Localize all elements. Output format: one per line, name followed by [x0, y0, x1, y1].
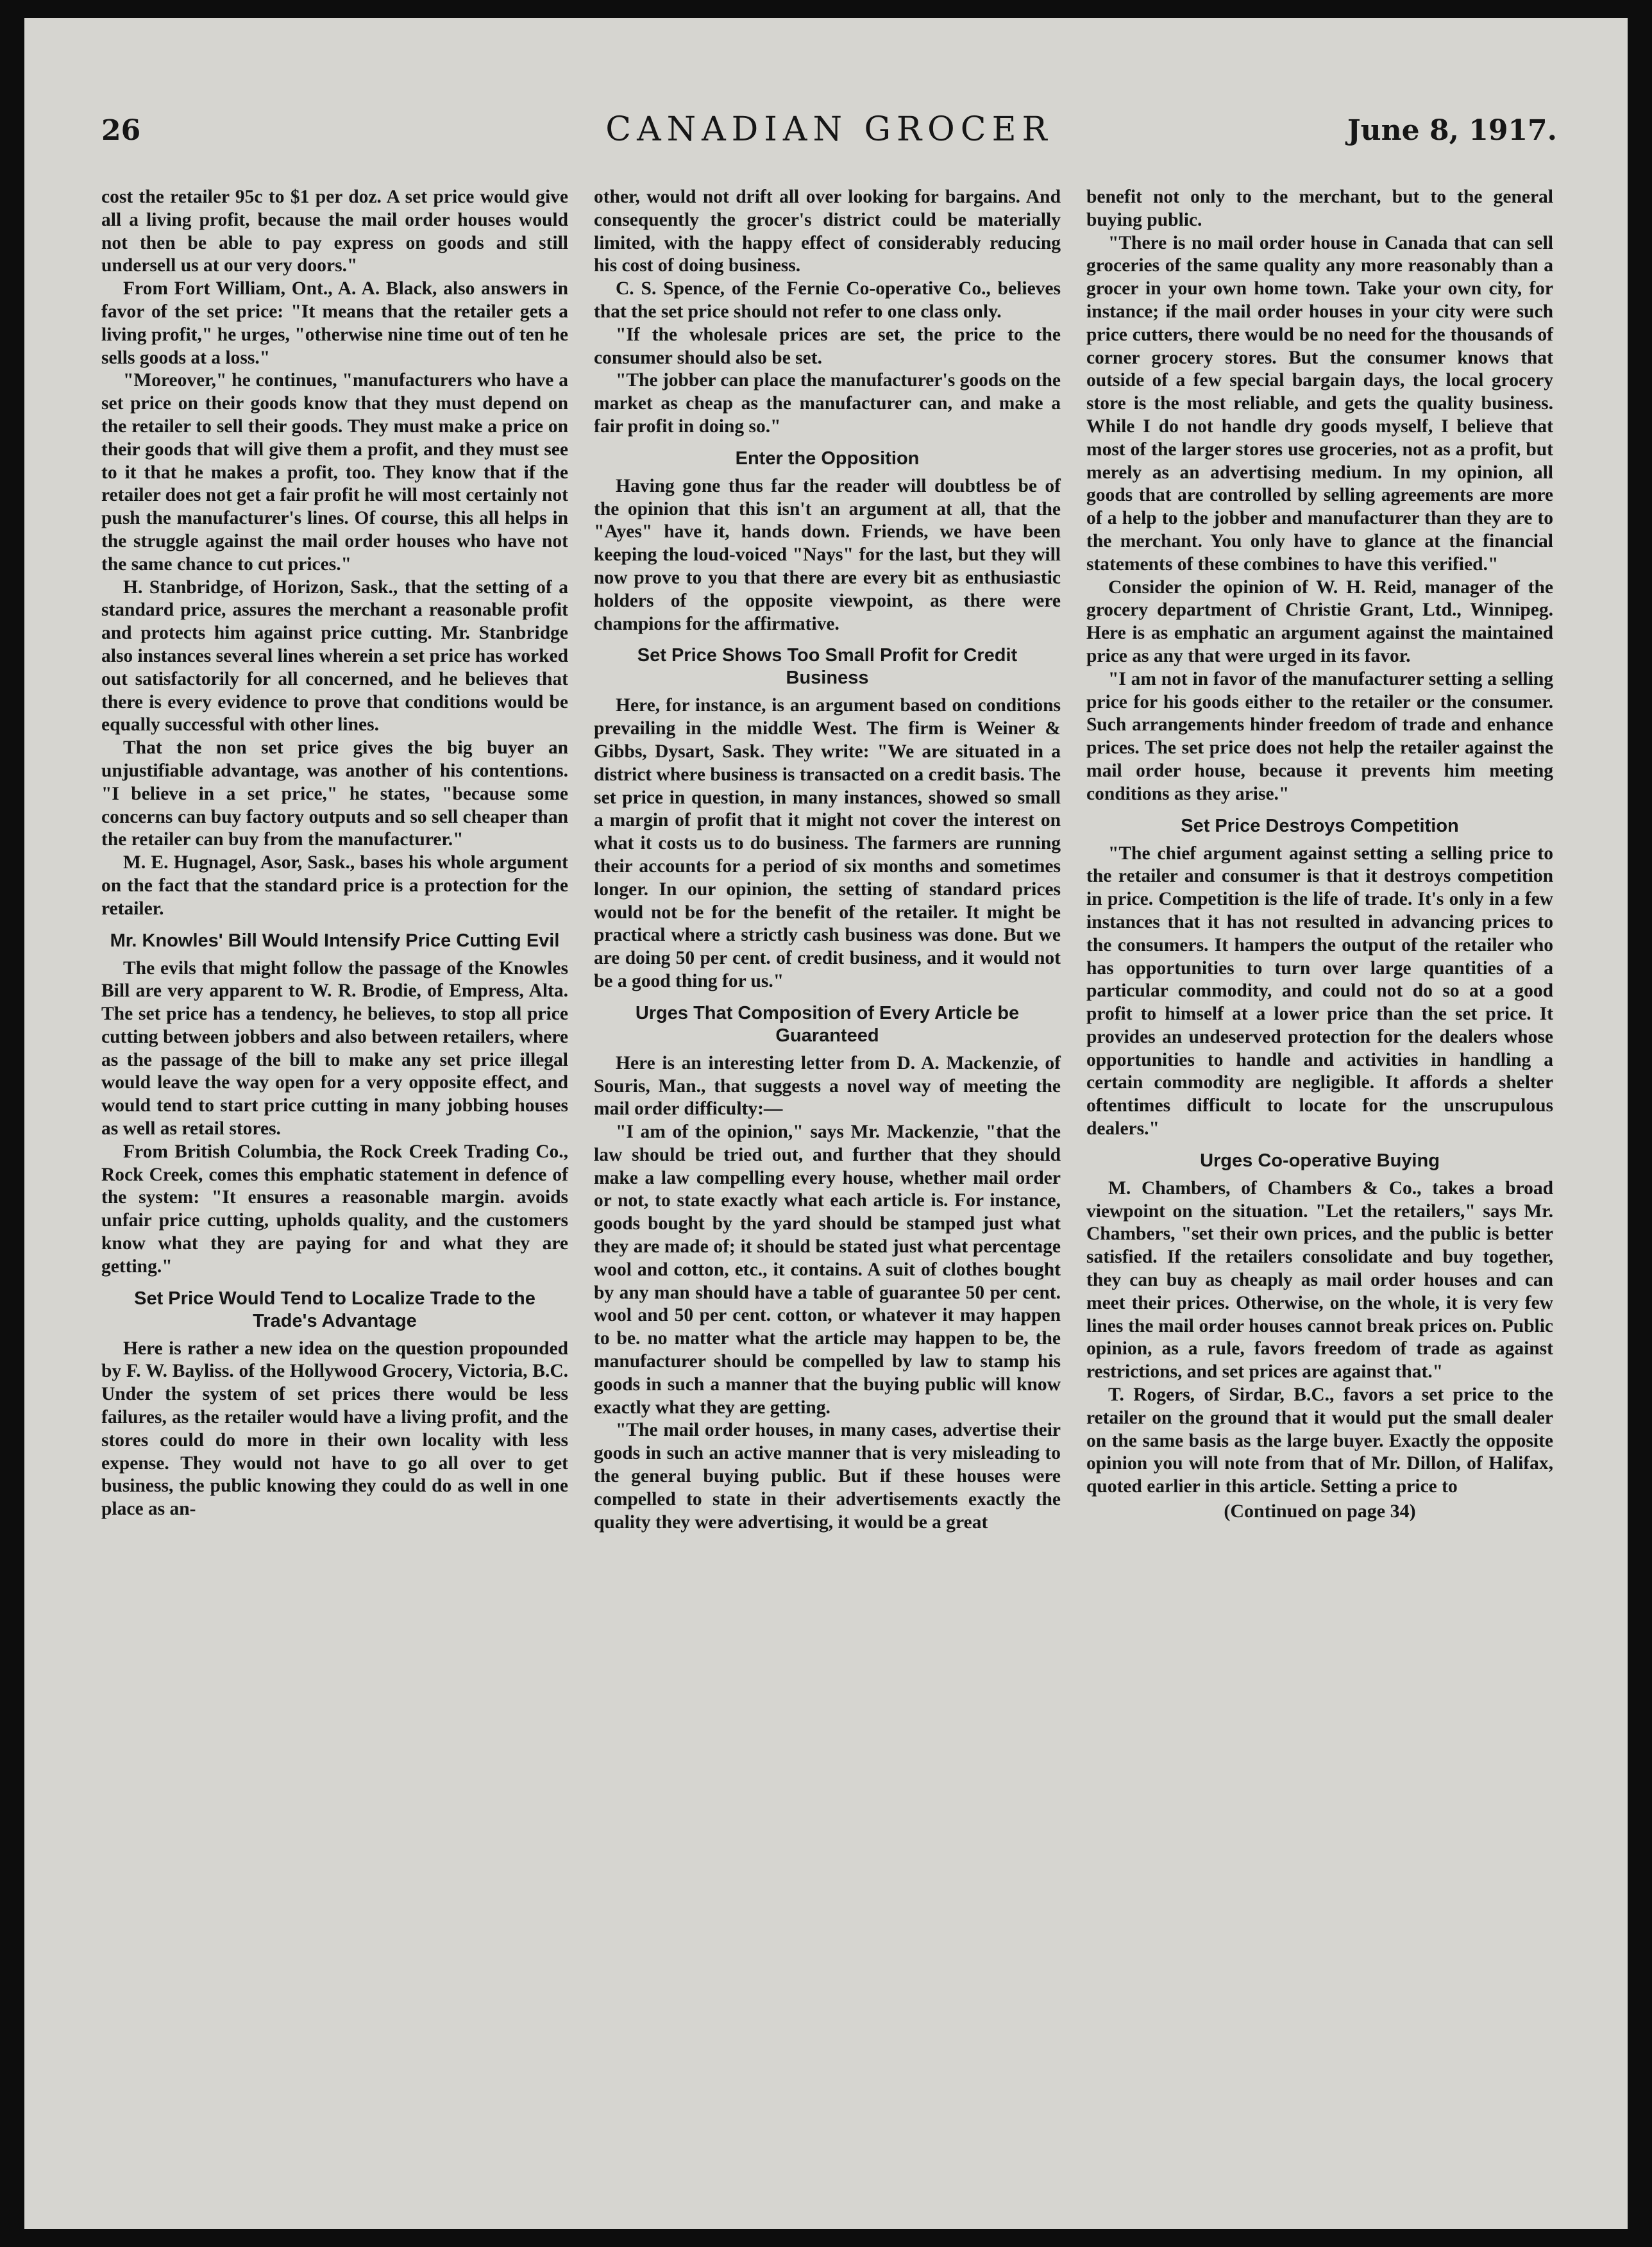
- section-heading: Mr. Knowles' Bill Would Intensify Price Cutting Evil: [110, 930, 560, 951]
- paragraph: "The jobber can place the manufacturer's goods on the market as cheap as the manufacturer can, and make a fair profit in doing so.": [594, 370, 1061, 437]
- paragraph: other, would not drift all over looking for bargains. And consequently the grocer's district could be materially limited, with the happy effect of considerably reducing his cost of doing business.: [594, 187, 1061, 276]
- paragraph: "The mail order houses, in many cases, advertise their goods in such an active manner that is very misleading to the general buying public. But if these houses were compelled to state in their advertisements exactly the quality they were advertising, it would be a great: [594, 1420, 1061, 1533]
- paragraph: The evils that might follow the passage of the Knowles Bill are very apparent to W. R. Brodie, of Empress, Alta. The set price has a tendency, he believes, to stop all price cutting between jobbers and also between retailers, where as the passage of the bill to make any set price illegal would leave the way open for a very opposite effect, and would tend to start price cutting in many jobbing houses as well as retail stores.: [101, 957, 568, 1140]
- issue-date: June 8, 1917.: [1347, 114, 1557, 147]
- section-heading: Set Price Destroys Competition: [1181, 815, 1459, 836]
- paragraph: Consider the opinion of W. H. Reid, manager of the grocery department of Christie Grant, Ltd., Winnipeg. Here is as emphatic an argument against the maintained price as any that were urged in its favor.: [1086, 576, 1553, 666]
- column-2: [594, 186, 1061, 1534]
- paragraph: M. Chambers, of Chambers & Co., takes a broad viewpoint on the situation. "Let the retailers," says Mr. Chambers, "set their own prices, and the public is better satisfied. If the retailers consolidate and buy together, they can buy as cheaply as mail order houses and can meet their prices. Otherwise, on the whole, it is very few lines the mail order houses cannot break prices on. Public opinion, as a rule, favors freedom of trade as against restrictions, and set prices are against that.": [1086, 1177, 1553, 1383]
- paragraph: That the non set price gives the big buyer an unjustifiable advantage, was another of his contentions. "I believe in a set price," he states, "because some concerns can buy factory outputs and so sell cheaper than the retailer can buy from the manufacturer.": [101, 737, 568, 850]
- paragraph: "There is no mail order house in Canada that can sell groceries of the same quality any more reasonably than a grocer in your own home town. Take your own city, for instance; if the mail order houses in your city were such price cutters, there would be no need for the thousands of corner grocery stores. But the consumer knows that outside of a few special bargain days, the local grocery store is the most reliable, and gets the quality business. While I do not handle dry goods myself, I believe that most of the larger stores use groceries, not as a profit, but merely as an advertising medium. In my opinion, all goods that are controlled by selling agreements are more of a help to the jobber and manufacturer than they are to the merchant. You only have to glance at the financial statements of these combines to have this verified.": [1086, 232, 1553, 575]
- section-heading: Enter the Opposition: [735, 448, 920, 469]
- paragraph: "I am not in favor of the manufacturer setting a selling price for his goods either to the retailer or the consumer. Such arrangements hinder freedom of trade and enhance prices. The set price does not help the retailer against the mail order house, because it prevents him meeting conditions as they arise.": [1086, 668, 1553, 804]
- paragraph: cost the retailer 95c to $1 per doz. A set price would give all a living profit, because the mail order houses would not then be able to pay express on goods and still undersell us at our very doors.": [101, 187, 568, 276]
- section-heading: Urges Co-operative Buying: [1200, 1150, 1440, 1171]
- paragraph: M. E. Hugnagel, Asor, Sask., bases his whole argument on the fact that the standard price is a protection for the retailer.: [101, 852, 568, 919]
- paragraph: benefit not only to the merchant, but to the general buying public.: [1086, 187, 1553, 230]
- page-number: 26: [101, 114, 141, 147]
- publication-title: CANADIAN GROCER: [605, 110, 1053, 149]
- paragraph: "Moreover," he continues, "manufacturers who have a set price on their goods know that they must depend on the retailer to sell their goods. They must make a price on their goods that will give them a profit, and they must see to it that he makes a profit, too. They know that if the retailer does not get a fair profit he will most certainly not push the manufacturer's lines. Of course, this all helps in the struggle against the mail order houses who have not the same chance to cut prices.": [101, 370, 568, 575]
- paragraph: "If the wholesale prices are set, the price to the consumer should also be set.: [594, 324, 1061, 368]
- paragraph: Here is rather a new idea on the question propounded by F. W. Bayliss. of the Hollywood Grocery, Victoria, B.C. Under the system of set prices there would be less failures, as the retailer would have a living profit, and the stores could do more in their own locality with less expense. They would not have to go all over to get business, the public knowing they could do as well in one place as an-: [101, 1338, 568, 1520]
- section-heading: Urges That Composition of Every Article be Guaranteed: [635, 1002, 1020, 1046]
- paragraph: H. Stanbridge, of Horizon, Sask., that the setting of a standard price, assures the merchant a reasonable profit and protects him against price cutting. Mr. Stanbridge also instances several lines wherein a set price has worked out satisfactorily for all concerned, and he believes that there is every evidence to prove that conditions would be equally successful with other lines.: [101, 576, 568, 736]
- continued-notice[interactable]: (Continued on page 34): [1224, 1501, 1416, 1522]
- paragraph: From British Columbia, the Rock Creek Trading Co., Rock Creek, comes this emphatic statement in defence of the system: "It ensures a reasonable margin. avoids unfair price cutting, upholds quality, and the customers know what they are paying for and what they are getting.": [101, 1141, 568, 1277]
- paragraph: From Fort William, Ont., A. A. Black, also answers in favor of the set price: "It means that the retailer gets a living profit," he urges, "otherwise nine time out of ten he sells goods at a loss.": [101, 278, 568, 368]
- column-1: [101, 186, 568, 1521]
- section-heading: Set Price Would Tend to Localize Trade to the Trade's Advantage: [134, 1288, 535, 1331]
- paragraph: "The chief argument against setting a selling price to the retailer and consumer is that it destroys competition in price. Competition is the life of trade. It's only in a few instances that it has not resulted in advancing prices to the consumers. It hampers the output of the retailer who has opportunities to turn over large quantities of a particular commodity, and could not do so at a good profit to himself at a lower price than the set price. It provides an undeserved protection for the dealers whose opportunities to handle and activities in handling a certain commodity are negligible. It affords a shelter oftentimes difficult to locate for the unscrupulous dealers.": [1086, 843, 1553, 1140]
- column-3: [1086, 186, 1553, 1523]
- section-heading: Set Price Shows Too Small Profit for Credit Business: [637, 645, 1018, 689]
- magazine-page: [24, 18, 1628, 2229]
- paragraph: Having gone thus far the reader will doubtless be of the opinion that this isn't an argument at all, that the "Ayes" have it, hands down. Friends, we have been keeping the loud-voiced "Nays" for the last, but they will now prove to you that there are every bit as enthusiastic holders of the opposite viewpoint, as there were champions for the affirmative.: [594, 475, 1061, 634]
- paragraph: Here is an interesting letter from D. A. Mackenzie, of Souris, Man., that suggests a novel way of meeting the mail order difficulty:—: [594, 1052, 1061, 1120]
- paragraph: "I am of the opinion," says Mr. Mackenzie, "that the law should be tried out, and further that they should make a law compelling every house, whether mail order or not, to state exactly what each article is. For instance, goods bought by the yard should be stamped just what they are made of; it should be stated just what percentage wool and cotton, etc., it contains. A suit of clothes bought by any man should have a table of guarantee 50 per cent. wool and 50 per cent. cotton, or whatever it may happen to be. no matter what the article may happen to be, the manufacturer should be compelled by law to stamp his goods in such a manner that the buying public will know exactly what they are getting.: [594, 1122, 1061, 1418]
- paragraph: C. S. Spence, of the Fernie Co-operative Co., believes that the set price should not refer to one class only.: [594, 278, 1061, 322]
- paragraph: T. Rogers, of Sirdar, B.C., favors a set price to the retailer on the ground that it would put the small dealer on the same basis as the large buyer. Exactly the opposite opinion you will note from that of Mr. Dillon, of Halifax, quoted earlier in this article. Setting a price to: [1086, 1384, 1553, 1497]
- paragraph: Here, for instance, is an argument based on conditions prevailing in the middle West. The firm is Weiner & Gibbs, Dysart, Sask. They write: "We are situated in a district where business is transacted on a credit basis. The set price in question, in many instances, showed so small a margin of profit that it might not cover the interest on what it costs us to do business. The farmers are running their accounts for a period of six months and sometimes longer. In our opinion, the setting of standard prices would not be for the benefit of the retailer. It might be practical where a strictly cash business was done. But we are doing 50 per cent. of credit business, and it would not be a good thing for us.": [594, 695, 1061, 991]
- page-header: [101, 110, 1557, 165]
